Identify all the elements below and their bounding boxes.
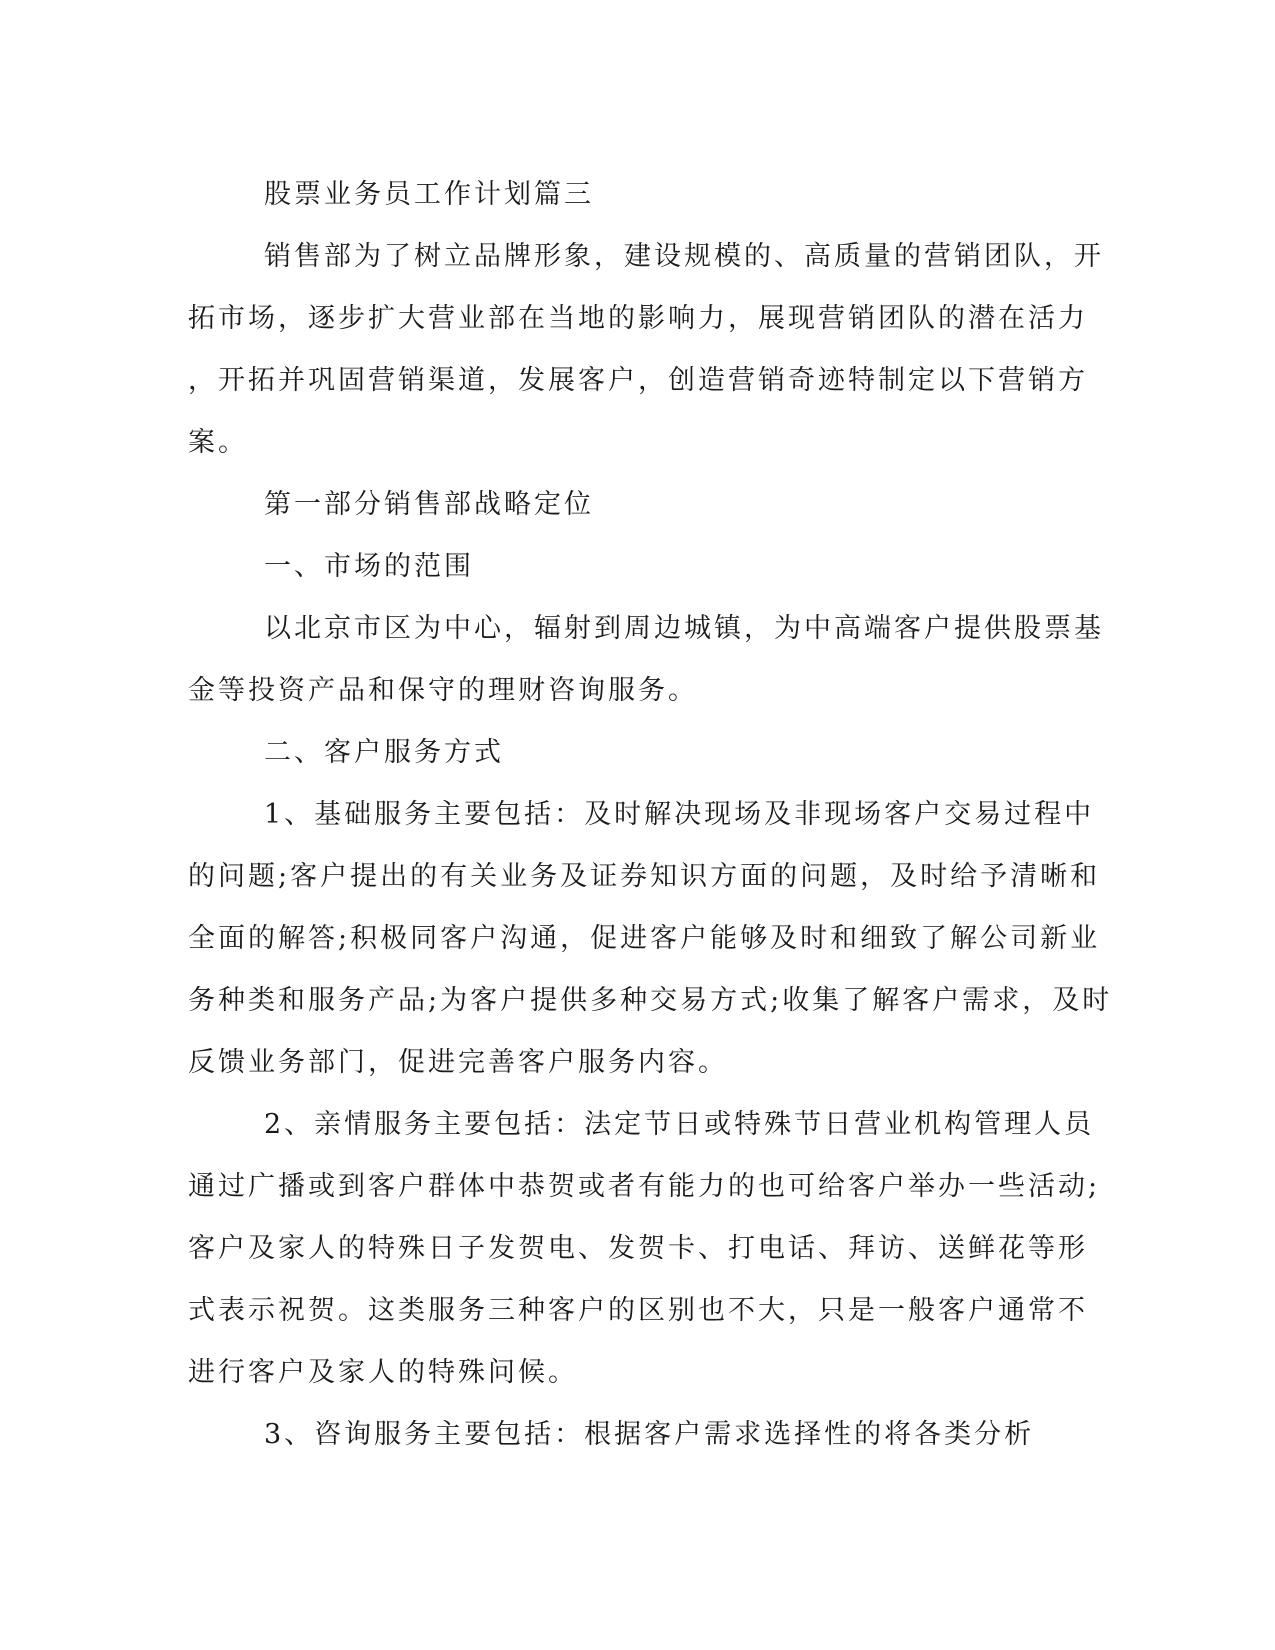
paragraph-line: 式表示祝贺。这类服务三种客户的区别也不大，只是一般客户通常不 bbox=[188, 1295, 1088, 1326]
part-heading: 第一部分销售部战略定位 bbox=[264, 489, 594, 520]
document-body bbox=[188, 164, 1113, 1466]
paragraph-line: 客户及家人的特殊日子发贺电、发贺卡、打电话、拜访、送鲜花等形 bbox=[188, 1233, 1088, 1264]
paragraph-line: 全面的解答;积极同客户沟通，促进客户能够及时和细致了解公司新业 bbox=[188, 923, 1101, 954]
subsection-heading: 二、客户服务方式 bbox=[264, 737, 504, 768]
paragraph-line: 反馈业务部门，促进完善客户服务内容。 bbox=[188, 1047, 728, 1078]
paragraph-line: 通过广播或到客户群体中恭贺或者有能力的也可给客户举办一些活动; bbox=[188, 1171, 1101, 1202]
paragraph-line: 销售部为了树立品牌形象，建设规模的、高质量的营销团队，开 bbox=[264, 241, 1104, 272]
section-title: 股票业务员工作计划篇三 bbox=[264, 179, 594, 210]
paragraph-line: 进行客户及家人的特殊问候。 bbox=[188, 1357, 578, 1388]
paragraph-line: 以北京市区为中心，辐射到周边城镇，为中高端客户提供股票基 bbox=[264, 613, 1104, 644]
paragraph-line: 1、基础服务主要包括：及时解决现场及非现场客户交易过程中 bbox=[264, 799, 1095, 830]
paragraph-line: 2、亲情服务主要包括：法定节日或特殊节日营业机构管理人员 bbox=[264, 1109, 1095, 1140]
paragraph-line: 拓市场，逐步扩大营业部在当地的影响力，展现营销团队的潜在活力 bbox=[188, 303, 1088, 334]
paragraph-line: 案。 bbox=[188, 427, 248, 458]
paragraph-line: 3、咨询服务主要包括：根据客户需求选择性的将各类分析 bbox=[264, 1419, 1035, 1450]
subsection-heading: 一、市场的范围 bbox=[264, 551, 474, 582]
paragraph-line: 的问题;客户提出的有关业务及证券知识方面的问题，及时给予清晰和 bbox=[188, 861, 1101, 892]
paragraph-line: 务种类和服务产品;为客户提供多种交易方式;收集了解客户需求，及时 bbox=[188, 985, 1113, 1016]
paragraph-line: ，开拓并巩固营销渠道，发展客户，创造营销奇迹特制定以下营销方 bbox=[188, 365, 1088, 396]
paragraph-line: 金等投资产品和保守的理财咨询服务。 bbox=[188, 675, 698, 706]
